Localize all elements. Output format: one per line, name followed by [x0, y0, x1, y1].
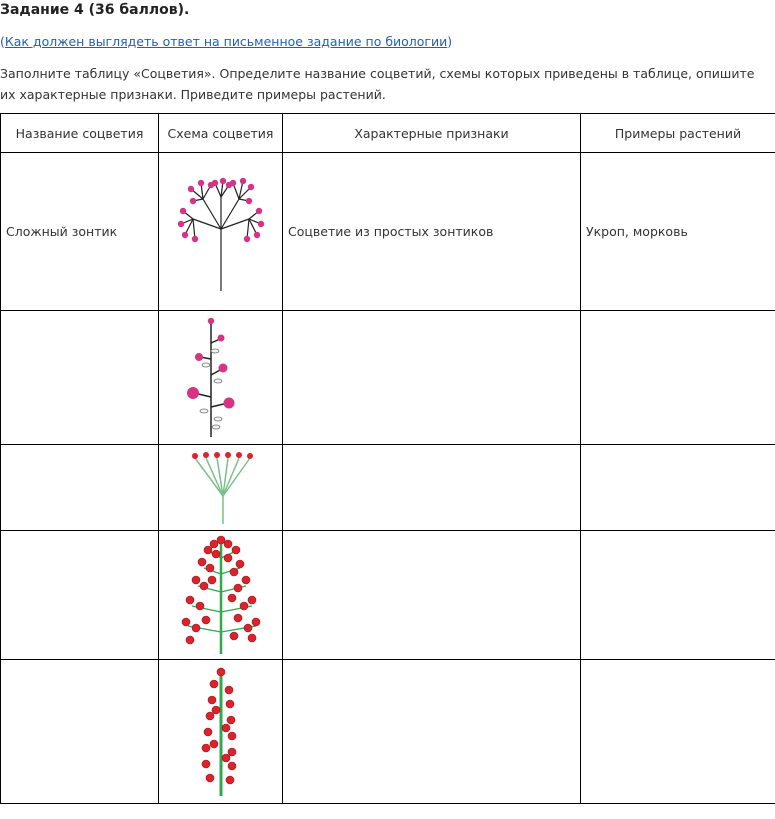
- compound-umbel-icon: [171, 169, 271, 294]
- panicle-icon: [176, 534, 266, 656]
- column-header-examples: Примеры растений: [581, 114, 775, 153]
- umbel-icon: [181, 450, 261, 526]
- raceme-icon: [176, 315, 266, 440]
- spike-icon: [186, 666, 256, 798]
- row-2-features[interactable]: [283, 311, 581, 445]
- row-5-scheme: [159, 660, 283, 804]
- row-4-name[interactable]: [1, 531, 159, 660]
- task-instruction: Заполните таблицу «Соцветия». Определите название соцветий, схемы которых приведены в таблице, опишите их характерные признаки. Приведите примеры растений.: [0, 66, 755, 102]
- column-header-features: Характерные признаки: [283, 114, 581, 153]
- table-header-row: [1, 114, 775, 153]
- table-row: [1, 660, 775, 804]
- row-2-examples[interactable]: [581, 311, 775, 445]
- column-header-scheme: Схема соцветия: [159, 114, 283, 153]
- answer-format-link[interactable]: Как должен выглядеть ответ на письменное задание по биологии: [4, 34, 448, 49]
- row-4-features[interactable]: [283, 531, 581, 660]
- column-header-name: Название соцветия: [1, 114, 159, 153]
- row-3-examples[interactable]: [581, 445, 775, 531]
- row-2-scheme: [159, 311, 283, 445]
- row-2-name[interactable]: [1, 311, 159, 445]
- row-5-features[interactable]: [283, 660, 581, 804]
- row-5-name[interactable]: [1, 660, 159, 804]
- table-row: [1, 531, 775, 660]
- row-4-scheme: [159, 531, 283, 660]
- row-3-name[interactable]: [1, 445, 159, 531]
- inflorescence-table: [0, 113, 775, 804]
- link-close-paren: ): [447, 34, 453, 49]
- row-3-features[interactable]: [283, 445, 581, 531]
- row-1-scheme: [159, 153, 283, 311]
- row-1-features[interactable]: Соцветие из простых зонтиков: [283, 153, 581, 311]
- task-title: Задание 4 (36 баллов).: [0, 2, 190, 18]
- table-row: [1, 153, 775, 311]
- table-row: [1, 311, 775, 445]
- row-3-scheme: [159, 445, 283, 531]
- help-link-line: [0, 34, 452, 49]
- table-row: [1, 445, 775, 531]
- row-1-name[interactable]: Сложный зонтик: [1, 153, 159, 311]
- row-1-examples[interactable]: Укроп, морковь: [581, 153, 775, 311]
- row-4-examples[interactable]: [581, 531, 775, 660]
- row-5-examples[interactable]: [581, 660, 775, 804]
- link-open-paren: (: [0, 34, 5, 49]
